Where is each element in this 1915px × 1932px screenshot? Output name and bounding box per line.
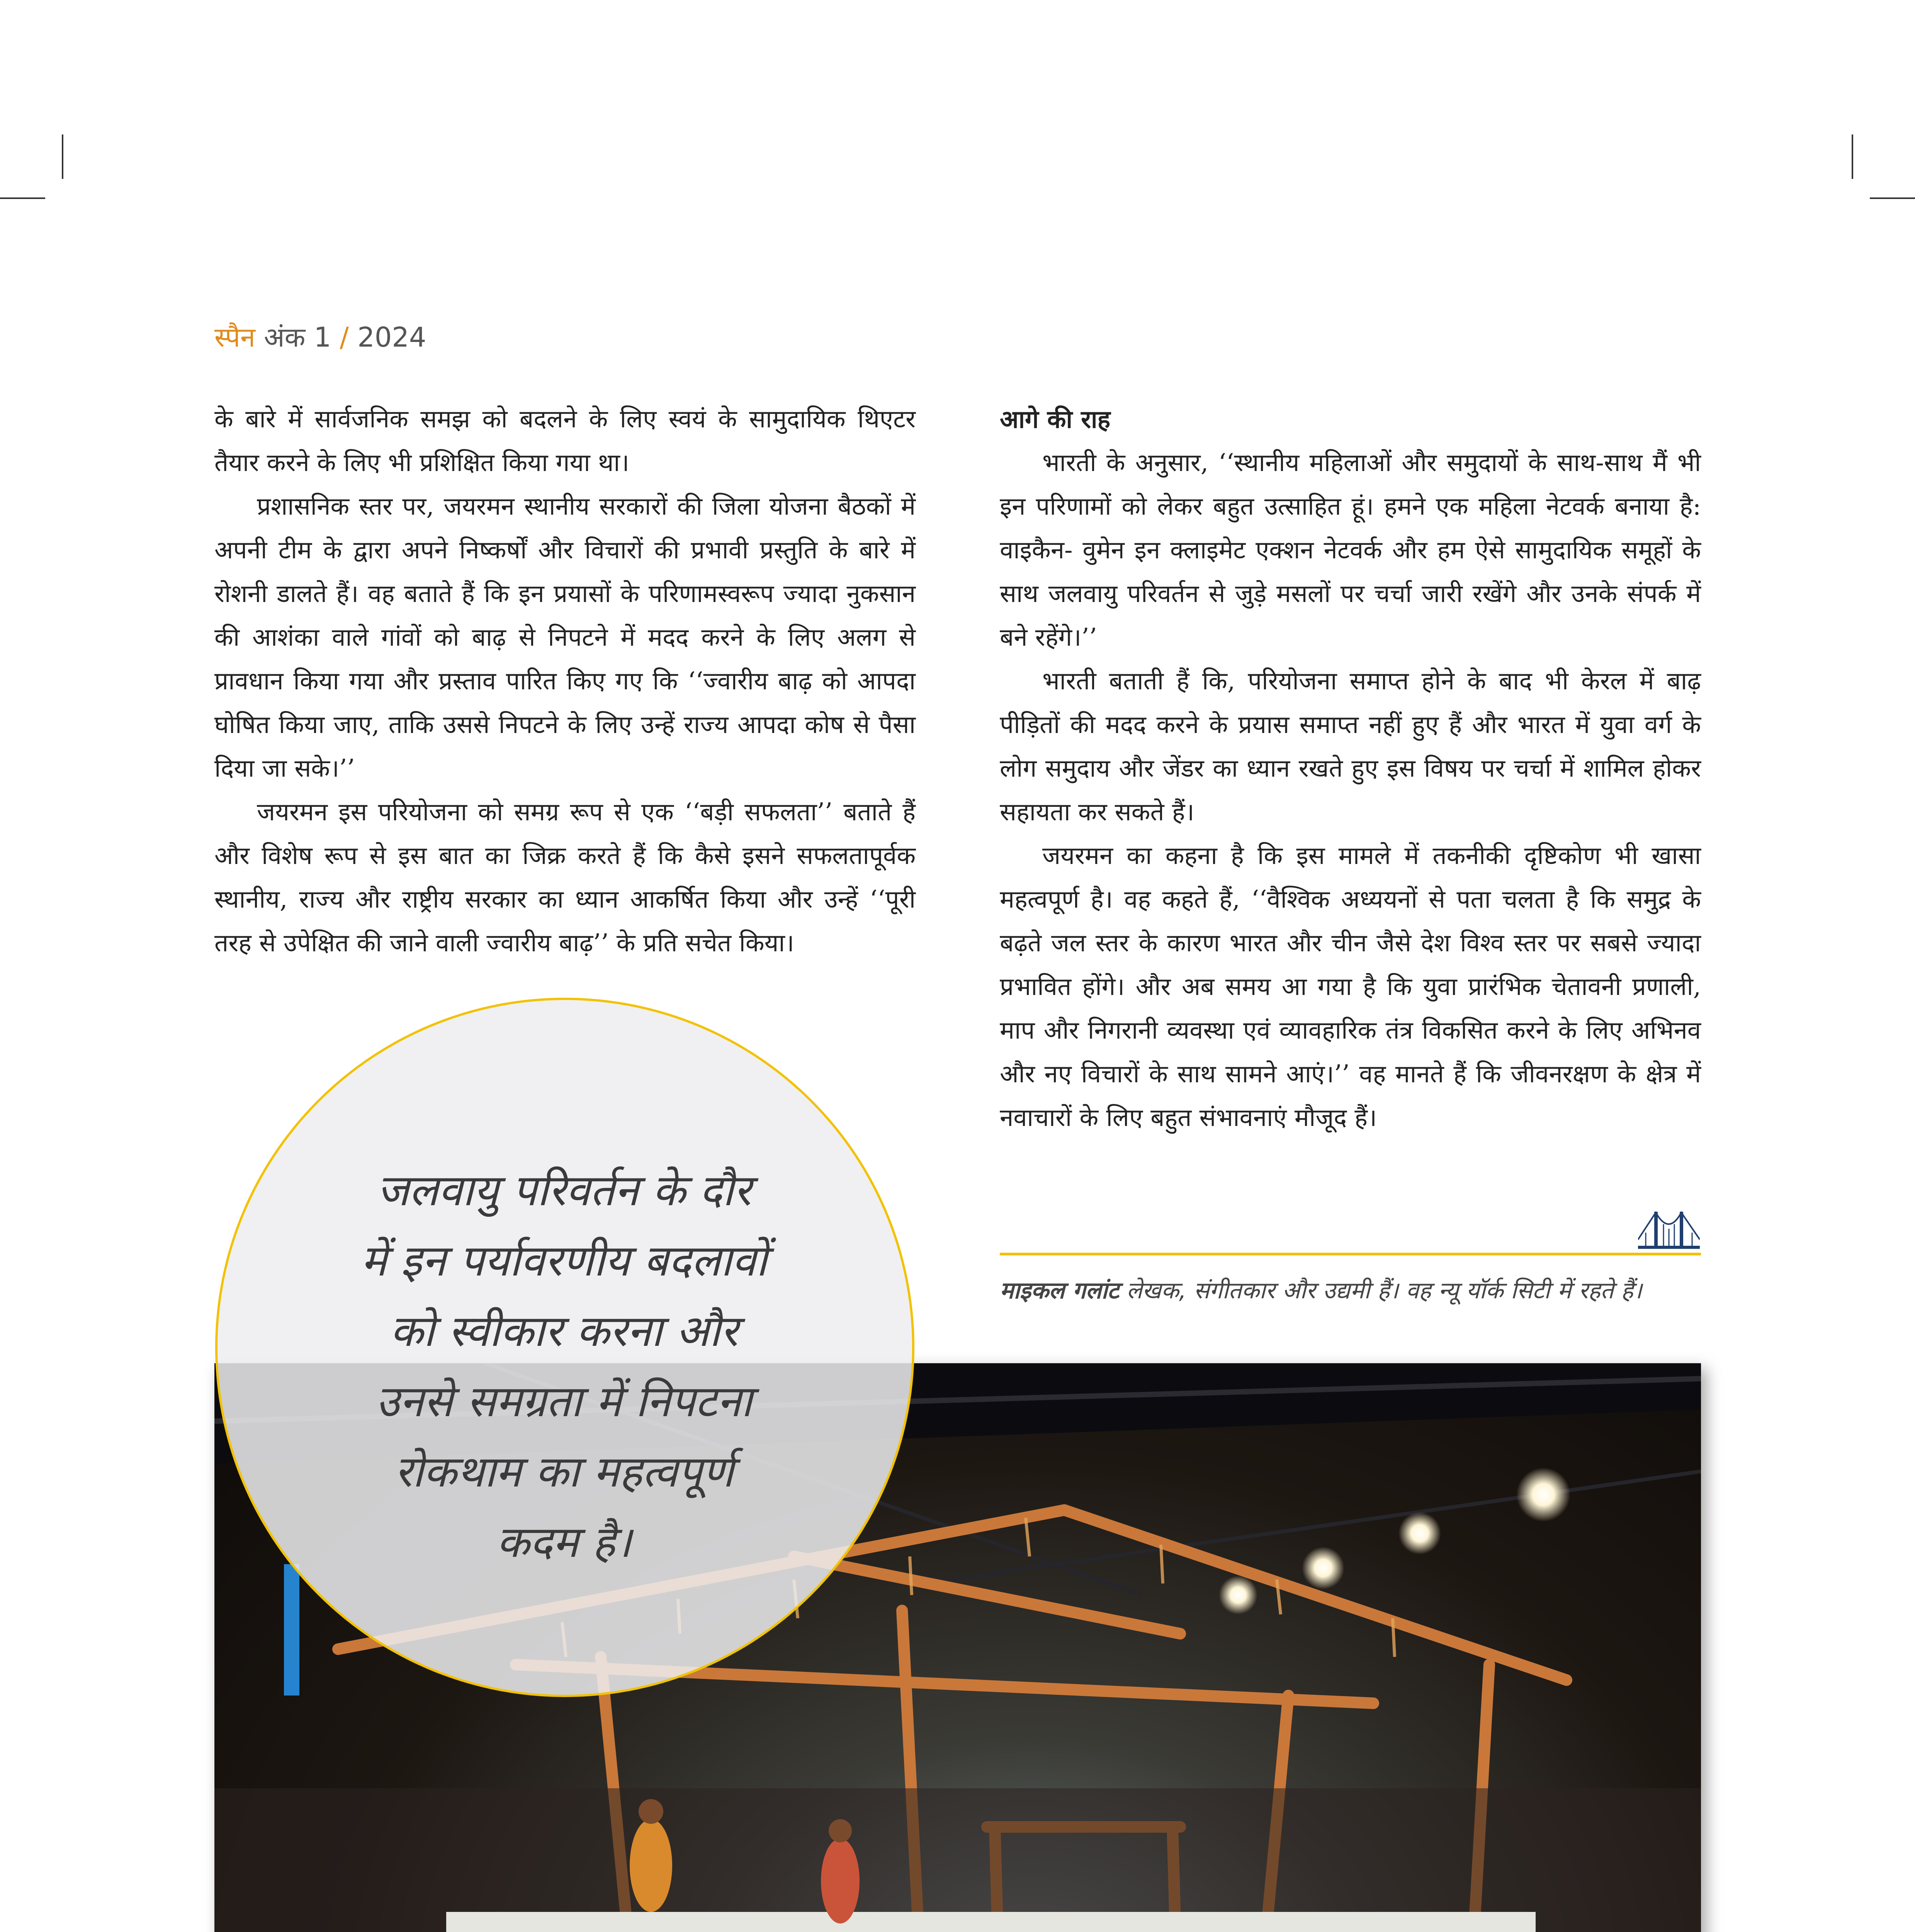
author-rule <box>1000 1253 1701 1255</box>
issue-number: अंक 1 <box>264 321 331 353</box>
author-bio <box>1000 1271 1701 1310</box>
author-name: माइकल गलांट <box>1000 1277 1119 1304</box>
pull-quote <box>278 1155 850 1577</box>
author-description: लेखक, संगीतकार और उद्यमी हैं। वह न्यू यॉर्क सिटी में रहते हैं। <box>1119 1277 1642 1304</box>
pull-quote-line: को स्वीकार करना और <box>390 1306 738 1356</box>
crop-mark-top-left-v <box>62 134 63 179</box>
paragraph: भारती बताती हैं कि, परियोजना समाप्त होने के बाद भी केरल में बाढ़ पीड़ितों की मदद करने के प्रयास समाप्त नहीं हुए हैं और भारत में युवा वर्ग के लोग समुदाय और जेंडर का ध्यान रखते हुए इस विषय पर चर्चा में शामिल होकर सहायता कर सकते हैं। <box>1000 667 1701 826</box>
pull-quote-line: जलवायु परिवर्तन के दौर <box>377 1165 751 1216</box>
magazine-brand: स्पैन <box>214 321 255 353</box>
pull-quote-line: रोकथाम का महत्वपूर्ण <box>394 1447 734 1497</box>
pull-quote-line: उनसे समग्रता में निपटना <box>376 1376 753 1427</box>
section-heading: आगे की राह <box>1000 405 1111 434</box>
paragraph: के बारे में सार्वजनिक समझ को बदलने के लिए स्वयं के सामुदायिक थिएटर तैयार करने के लिए भी प्रशिक्षित किया गया था। <box>214 405 916 477</box>
paragraph: जयरमन का कहना है कि इस मामले में तकनीकी दृष्टिकोण भी खासा महत्वपूर्ण है। वह कहते हैं, ‘‘वैश्विक अध्ययनों से पता चलता है कि समुद्र के बढ़ते जल स्तर के कारण भारत और चीन जैसे देश विश्व स्तर पर सबसे ज्यादा प्रभावित होंगे। और अब समय आ गया है कि युवा प्रारंभिक चेतावनी प्रणाली, माप और निगरानी व्यवस्था एवं व्यावहारिक तंत्र विकसित करने के लिए अभिनव और नए विचारों के साथ सामने आएं।’’ वह मानते हैं कि जीवनरक्षण के क्षेत्र में नवाचारों के लिए बहुत संभावनाएं मौजूद हैं। <box>1000 841 1701 1132</box>
paragraph: प्रशासनिक स्तर पर, जयरमन स्थानीय सरकारों की जिला योजना बैठकों में अपनी टीम के द्वारा अपने निष्कर्षों और विचारों की प्रभावी प्रस्तुति के बारे में रोशनी डालते हैं। वह बताते हैं कि इन प्रयासों के परिणामस्वरूप ज्यादा नुकसान की आशंका वाले गांवों को बाढ़ से निपटने में मदद करने के लिए अलग से प्रावधान किया गया और प्रस्ताव पारित किए गए कि ‘‘ज्वारीय बाढ़ को आपदा घोषित किया जाए, ताकि उससे निपटने के लिए उन्हें राज्य आपदा कोष से पैसा दिया जा सके।’’ <box>214 492 916 782</box>
paragraph: भारती के अनुसार, ‘‘स्थानीय महिलाओं और समुदायों के साथ-साथ मैं भी इन परिणामों को लेकर बहुत उत्साहित हूं। हमने एक महिला नेटवर्क बनाया है: वाइकैन- वुमेन इन क्लाइमेट एक्शन नेटवर्क और हम ऐसे सामुदायिक समूहों के साथ जलवायु परिवर्तन से जुड़े मसलों पर चर्चा जारी रखेंगे और उनके संपर्क में बने रहेंगे।’’ <box>1000 448 1701 651</box>
running-header <box>214 318 426 355</box>
crop-mark-top-right-h <box>1870 197 1915 199</box>
issue-year: 2024 <box>357 321 426 353</box>
pull-quote-line: में इन पर्यावरणीय बदलावों <box>361 1236 767 1286</box>
right-column <box>1000 397 1701 1139</box>
pull-quote-line: कदम है। <box>496 1517 632 1567</box>
crop-mark-top-left-h <box>0 197 45 199</box>
left-column <box>214 397 916 965</box>
crop-mark-top-right-v <box>1852 134 1853 179</box>
paragraph: जयरमन इस परियोजना को समग्र रूप से एक ‘‘बड़ी सफलता’’ बताते हैं और विशेष रूप से इस बात का जिक्र करते हैं कि कैसे इसने सफलतापूर्वक स्थानीय, राज्य और राष्ट्रीय सरकार का ध्यान आकर्षित किया और उन्हें ‘‘पूरी तरह से उपेक्षित की जाने वाली ज्वारीय बाढ़’’ के प्रति सचेत किया। <box>214 798 916 957</box>
bridge-icon <box>1638 1209 1700 1251</box>
header-separator: / <box>340 321 349 353</box>
